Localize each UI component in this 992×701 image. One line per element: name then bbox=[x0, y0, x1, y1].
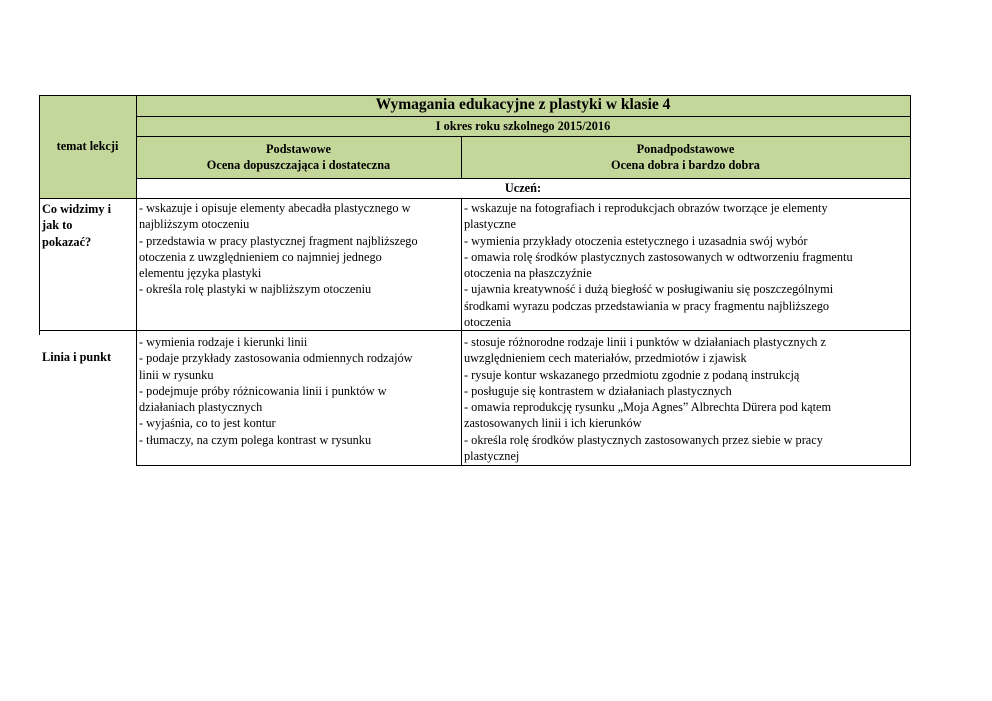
table-rule-levels bbox=[136, 178, 911, 179]
advanced-grades: Ocena dobra i bardzo dobra bbox=[611, 158, 760, 172]
row-2-advanced-requirements: - stosuje różnorodne rodzaje linii i punktów w działaniach plastycznych z uwzględnieniem cech materiałów, przedmiotów i zjawisk - rysuje kontur wskazanego przedmiotu zgodnie z podaną instrukcją - posługuje się kontrastem w działaniach plastycznych - omawia reprodukcję rysunku „Moja Agnes” Albrechta Dürera pod kątem zastosowanych linii i ich kierunków - określa rolę środków plastycznych zastosowanych przez siebie w pracy plastycznej bbox=[464, 335, 832, 464]
table-rule-levels-split bbox=[461, 136, 462, 178]
advanced-title: Ponadpodstawowe bbox=[636, 141, 735, 156]
student-label-cell bbox=[136, 178, 910, 198]
table-rule-content-split bbox=[461, 198, 462, 466]
student-label: Uczeń: bbox=[504, 180, 542, 195]
document-title: Wymagania edukacyjne z plastyki w klasie 4 bbox=[136, 95, 910, 116]
topic-header-cell bbox=[39, 95, 136, 198]
basic-grades: Ocena dopuszczająca i dostateczna bbox=[206, 158, 391, 172]
table-border-bottom bbox=[136, 465, 911, 466]
table-border-right bbox=[910, 95, 911, 466]
table-border-left bbox=[39, 95, 40, 335]
row-1-advanced-requirements: - wskazuje na fotografiach i reprodukcjach obrazów tworzące je elementy plastyczne - wymienia przykłady otoczenia estetycznego i uzasadnia swój wybór - omawia rolę środków plastycznych zastosowanych w odtworzeniu fragmentu otoczenia na płaszczyźnie - ujawnia kreatywność i dużą biegłość w posługiwaniu się poszczególnymi środkami wyrazu podczas przedstawiania w pracy fragmentu najbliższego otoczenia bbox=[464, 201, 853, 330]
table-rule-topic bbox=[136, 95, 137, 466]
row-1-basic-requirements: - wskazuje i opisuje elementy abecadła plastycznego w najbliższym otoczeniu - przedstawia w pracy plastycznej fragment najbliższego otoczenia z uwzględnieniem co najmniej jednego elementu języka plastyki - określa rolę plastyki w najbliższym otoczeniu bbox=[139, 201, 418, 297]
table-border-top bbox=[39, 95, 911, 96]
table-rule-period bbox=[136, 136, 911, 137]
topic-column-label: temat lekcji bbox=[56, 139, 119, 154]
table-rule-student bbox=[39, 198, 911, 199]
row-1-topic: Co widzimy i jak to pokazać? bbox=[42, 202, 111, 249]
row-2-basic-requirements: - wymienia rodzaje i kierunki linii - podaje przykłady zastosowania odmiennych rodzajów linii w rysunku - podejmuje próby różnicowania linii i punktów w działaniach plastycznych - wyjaśnia, co to jest kontur - tłumaczy, na czym polega kontrast w rysunku bbox=[139, 335, 413, 447]
row-2-topic: Linia i punkt bbox=[42, 350, 112, 364]
advanced-requirements-header bbox=[461, 136, 910, 178]
basic-title: Podstawowe bbox=[266, 141, 331, 156]
period-header: I okres roku szkolnego 2015/2016 bbox=[136, 116, 910, 136]
table-rule-row-1 bbox=[39, 330, 911, 331]
table-rule-title bbox=[136, 116, 911, 117]
basic-requirements-header bbox=[136, 136, 461, 178]
